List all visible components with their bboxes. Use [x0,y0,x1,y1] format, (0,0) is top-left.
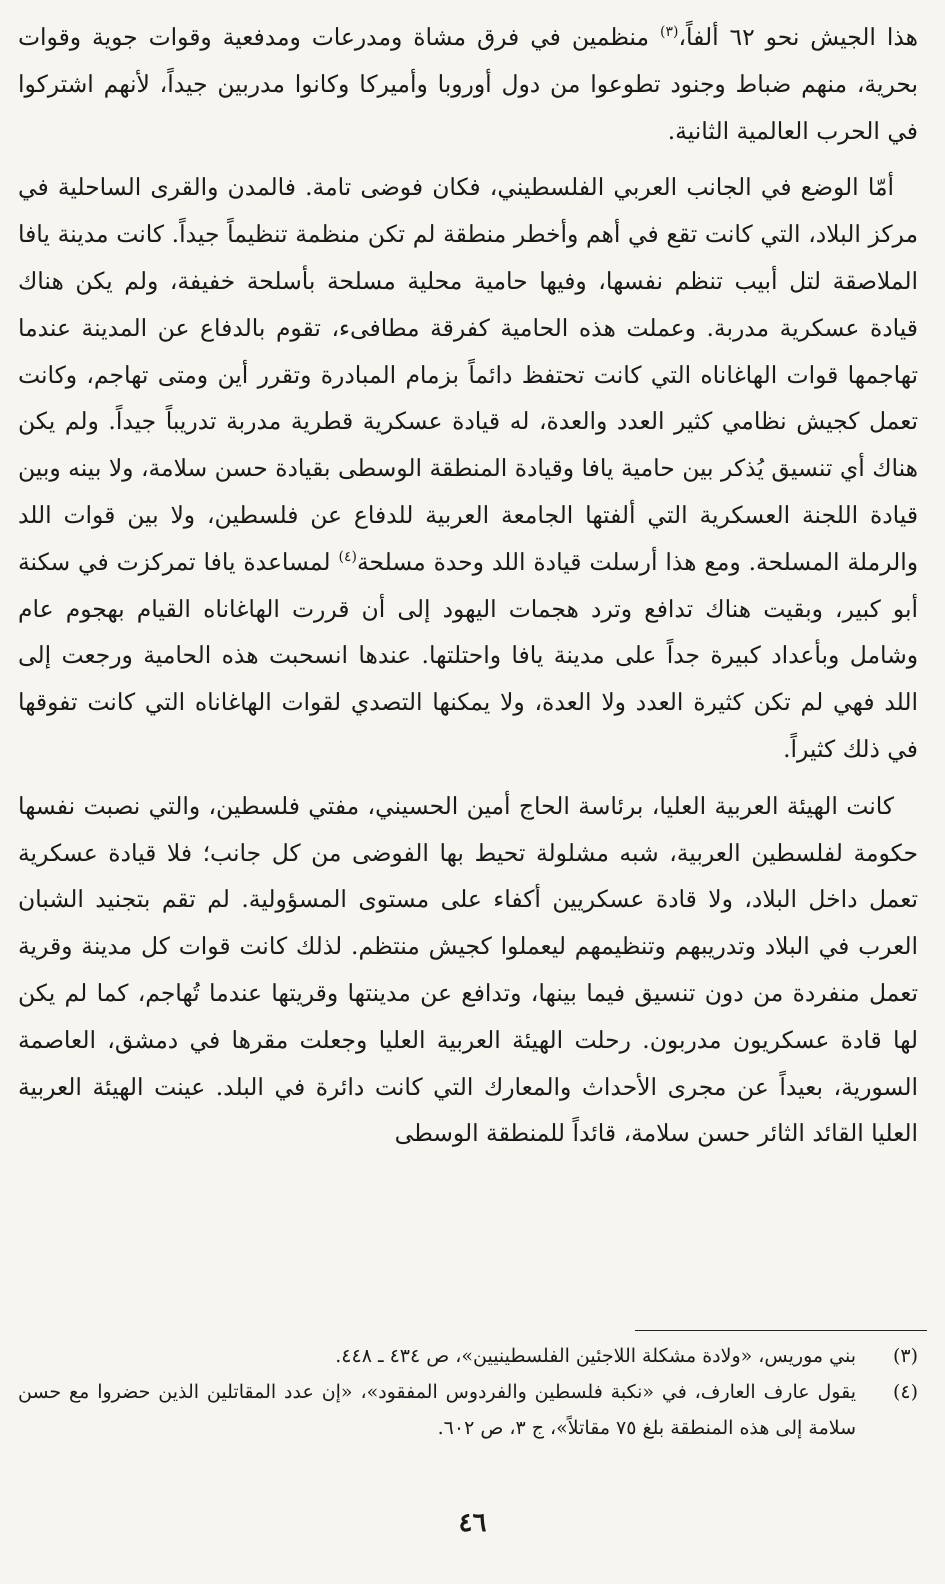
body-text [18,14,918,1157]
page-number: ٤٦ [458,1508,487,1538]
paragraph-1 [18,14,918,154]
paragraph-2-text-a: أمّا الوضع في الجانب العربي الفلسطيني، فكان فوضى تامة. فالمدن والقرى الساحلية في مركز البلاد، التي كانت تقع في أهم وأخطر منطقة لم تكن منظمة تنظيماً جيداً. كانت مدينة يافا الملاصقة لتل أبيب تنظم نفسها، وفيها حامية محلية مسلحة بأسلحة خفيفة، ولم يكن هناك قيادة عسكرية مدربة. وعملت هذه الحامية كفرقة مطافىء، تقوم بالدفاع عن المدينة عندما تهاجمها قوات الهاغاناه التي كانت تحتفظ دائماً بزمام المبادرة وتقرر أين ومتى تهاجم، وكانت تعمل كجيش نظامي كثير العدد والعدة، له قيادة عسكرية قطرية مدربة تدريباً جيداً. ولم يكن هناك أي تنسيق يُذكر بين حامية يافا وقيادة المنطقة الوسطى بقيادة حسن سلامة، ولا بينه وبين قيادة اللجنة العسكرية التي ألفتها الجامعة العربية للدفاع عن فلسطين، ولا بين قوات اللد والرملة المسلحة. ومع هذا أرسلت قيادة اللد وحدة مسلحة [18,173,918,576]
footnote-4 [18,1374,918,1446]
paragraph-3-text-a: كانت الهيئة العربية العليا، برئاسة الحاج أمين الحسيني، مفتي فلسطين، والتي نصبت نفسها حكومة لفلسطين العربية، شبه مشلولة تحيط بها الفوضى من كل جانب؛ فلا قيادة عسكرية تعمل داخل البلاد، ولا قادة عسكريين أكفاء على مستوى المسؤولية. لم تقم بتجنيد الشبان العرب في البلاد وتدريبهم وتنظيمهم ليعملوا كجيش منتظم. لذلك كانت قوات كل مدينة وقرية تعمل منفردة من دون تنسيق فيما بينها، وتدافع عن مدينتها وقريتها عندما تُهاجم، كما لم يكن لها قادة عسكريون مدربون. رحلت الهيئة العربية العليا وجعلت مقرها في دمشق، العاصمة السورية، بعيداً عن مجرى الأحداث والمعارك التي كانت دائرة في البلد. عينت الهيئة العربية العليا القائد الثائر حسن سلامة، قائداً للمنطقة الوسطى [18,791,918,1148]
footnotes [18,1338,918,1446]
paragraph-2 [18,164,918,772]
footnote-text: بني موريس، «ولادة مشكلة اللاجئين الفلسطينيين»، ص ٤٣٤ ـ ٤٤٨. [335,1345,856,1367]
paragraph-1-text-b: منظمين في فرق مشاة ومدرعات ومدفعية وقوات جوية وقوات بحرية، منهم ضباط وجنود تطوعوا من دول أوروبا وأميركا وكانوا مدربين جيداً، لأنهم اشتركوا في الحرب العالمية الثانية. [18,23,918,145]
footnote-marker: (٤) [892,1381,918,1403]
footnote-3 [18,1338,918,1374]
footnote-separator [635,1330,927,1331]
paragraph-2-text-b: لمساعدة يافا تمركزت في سكنة أبو كبير، وبقيت هناك تدافع وترد هجمات اليهود إلى أن قررت الهاغاناه القيام بهجوم عام وشامل وبأعداد كبيرة جداً على مدينة يافا واحتلتها. عندها انسحبت هذه الحامية ورجعت إلى اللد فهي لم تكن كثيرة العدد ولا العدة، ولا يمكنها التصدي لقوات الهاغاناه التي كانت تفوقها في ذلك كثيراً. [18,547,918,763]
paragraph-1-text-a: هذا الجيش نحو ٦٢ ألفاً، [678,23,918,51]
paragraph-3 [18,783,918,1157]
footnote-ref-3[interactable]: (٣) [659,24,679,41]
footnote-text: يقول عارف العارف، في «نكبة فلسطين والفردوس المفقود»، «إن عدد المقاتلين الذين حضروا مع حسن سلامة إلى هذه المنطقة بلغ ٧٥ مقاتلاً»، ج ٣، ص ٦٠٢. [18,1381,856,1439]
footnote-ref-4[interactable]: (٤) [338,548,357,565]
footnote-marker: (٣) [892,1345,918,1367]
